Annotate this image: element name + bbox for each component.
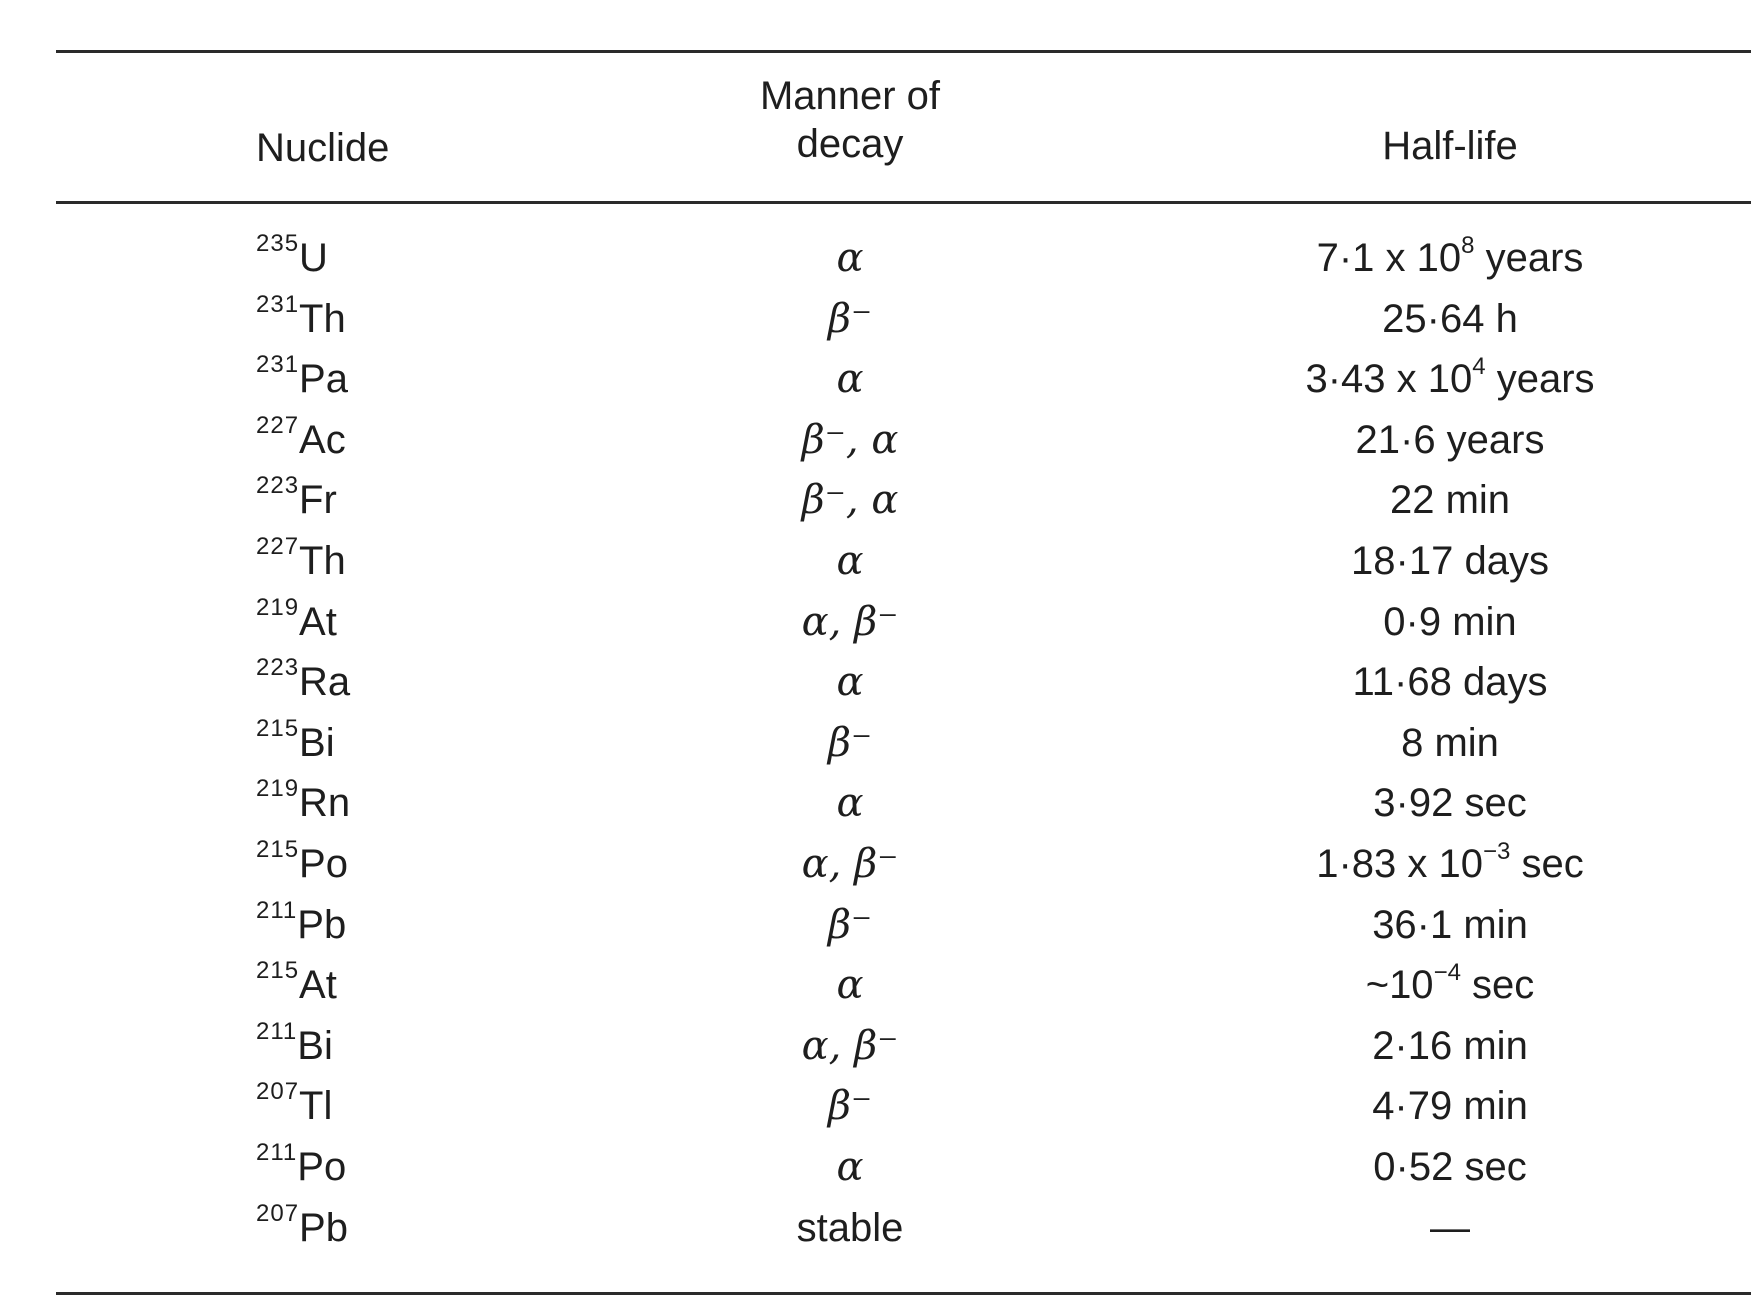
half-life-value: 0·52 sec xyxy=(1373,1144,1527,1189)
half-life-unit: sec xyxy=(1460,963,1535,1008)
table-row xyxy=(0,1076,1751,1137)
half-life-value: 4·79 min xyxy=(1372,1084,1528,1129)
half-life-cell xyxy=(1150,470,1750,530)
mass-number: 215 xyxy=(256,957,300,985)
mass-number: 227 xyxy=(256,411,300,439)
decay-cell: β⁻ xyxy=(827,295,873,342)
nuclide-cell xyxy=(256,349,348,409)
half-life-cell xyxy=(1150,955,1750,1015)
nuclide-cell xyxy=(256,410,346,470)
element-symbol: Rn xyxy=(299,781,351,826)
mass-number: 215 xyxy=(256,835,300,863)
element-symbol: At xyxy=(299,963,337,1008)
element-symbol: Po xyxy=(299,841,348,886)
element-symbol: Bi xyxy=(297,1023,333,1068)
mass-number: 211 xyxy=(256,1138,298,1166)
decay-cell: α xyxy=(836,356,864,403)
nuclide-cell xyxy=(256,652,350,712)
element-symbol: Bi xyxy=(299,720,335,765)
half-life-cell xyxy=(1150,289,1750,349)
table-row xyxy=(0,713,1751,774)
decay-cell: α, β⁻ xyxy=(801,1022,899,1069)
element-symbol: Po xyxy=(297,1144,347,1189)
nuclide-cell xyxy=(256,713,335,773)
half-life-exponent: −4 xyxy=(1433,959,1461,987)
table-row xyxy=(0,955,1751,1016)
half-life-value: 21·6 years xyxy=(1355,417,1545,462)
element-symbol: At xyxy=(299,599,337,644)
half-life-exponent: −3 xyxy=(1483,837,1511,865)
header-rule xyxy=(56,201,1751,204)
half-life-unit: years xyxy=(1474,236,1584,280)
half-life-value: 25·64 h xyxy=(1382,296,1518,341)
decay-cell: α xyxy=(836,235,864,281)
table-row xyxy=(0,289,1751,350)
table-bottom-rule xyxy=(56,1292,1751,1295)
decay-cell: β⁻ xyxy=(827,1083,873,1130)
mass-number: 207 xyxy=(256,1199,300,1227)
half-life-cell xyxy=(1150,1137,1750,1197)
decay-cell: α xyxy=(836,659,864,706)
table-row xyxy=(0,470,1751,531)
half-life-cell xyxy=(1150,228,1750,288)
nuclide-cell xyxy=(256,895,346,955)
decay-cell: α, β⁻ xyxy=(801,840,899,887)
half-life-value: ~10 xyxy=(1365,963,1434,1008)
header-half-life: Half-life xyxy=(1382,124,1518,168)
half-life-value: — xyxy=(1430,1205,1470,1250)
decay-cell: β⁻ xyxy=(827,719,873,766)
element-symbol: Ac xyxy=(299,417,346,462)
nuclide-cell xyxy=(256,592,337,652)
half-life-exponent: 4 xyxy=(1472,353,1486,381)
mass-number: 223 xyxy=(256,654,300,682)
half-life-cell xyxy=(1150,652,1750,712)
half-life-value: 2·16 min xyxy=(1372,1023,1528,1068)
element-symbol: Pb xyxy=(297,902,347,947)
table-body xyxy=(0,228,1751,1258)
decay-cell: stable xyxy=(796,1205,904,1250)
element-symbol: Pb xyxy=(299,1205,348,1250)
mass-number: 235 xyxy=(256,230,300,257)
table-row xyxy=(0,531,1751,592)
half-life-value: 1·83 x 10 xyxy=(1316,841,1484,886)
header-manner-line2: decay xyxy=(796,122,904,166)
decay-cell: β⁻, α xyxy=(801,477,899,524)
nuclide-cell xyxy=(256,1198,348,1258)
half-life-cell xyxy=(1150,349,1750,409)
nuclide-cell xyxy=(256,228,328,288)
half-life-unit: sec xyxy=(1510,841,1584,886)
element-symbol: Th xyxy=(299,538,346,583)
table-row xyxy=(0,773,1751,834)
element-symbol: U xyxy=(299,236,328,280)
mass-number: 227 xyxy=(256,532,300,560)
half-life-value: 11·68 days xyxy=(1352,660,1548,705)
half-life-cell xyxy=(1150,834,1750,894)
nuclide-cell xyxy=(256,289,346,349)
decay-cell: β⁻, α xyxy=(801,416,899,463)
table-row xyxy=(0,349,1751,410)
half-life-value: 7·1 x 10 xyxy=(1316,236,1462,280)
half-life-cell xyxy=(1150,1016,1750,1076)
decay-cell: α xyxy=(836,780,864,827)
table-row xyxy=(0,834,1751,895)
half-life-cell xyxy=(1150,531,1750,591)
half-life-cell xyxy=(1150,895,1750,955)
table-row xyxy=(0,652,1751,713)
nuclide-cell xyxy=(256,531,346,591)
mass-number: 219 xyxy=(256,593,300,621)
table-row xyxy=(0,592,1751,653)
header-nuclide: Nuclide xyxy=(256,126,390,170)
half-life-cell xyxy=(1150,1076,1750,1136)
half-life-value: 18·17 days xyxy=(1351,538,1549,583)
half-life-cell xyxy=(1150,410,1750,470)
element-symbol: Tl xyxy=(299,1084,333,1129)
nuclide-cell xyxy=(256,1016,333,1076)
decay-cell: α, β⁻ xyxy=(801,598,899,645)
half-life-value: 0·9 min xyxy=(1383,599,1517,644)
table-row xyxy=(0,1016,1751,1077)
nuclide-cell xyxy=(256,834,348,894)
decay-cell: α xyxy=(836,962,864,1009)
table-row xyxy=(0,1198,1751,1259)
decay-cell: α xyxy=(836,537,864,584)
half-life-exponent: 8 xyxy=(1461,232,1475,259)
element-symbol: Th xyxy=(299,296,346,341)
element-symbol: Ra xyxy=(299,660,351,705)
table-row xyxy=(0,1137,1751,1198)
element-symbol: Fr xyxy=(299,478,337,523)
header-manner-line1: Manner of xyxy=(759,74,941,118)
decay-cell: α xyxy=(836,1143,864,1190)
half-life-value: 3·43 x 10 xyxy=(1305,357,1473,402)
mass-number: 219 xyxy=(256,775,300,803)
half-life-value: 3·92 sec xyxy=(1373,781,1527,826)
half-life-cell xyxy=(1150,1198,1750,1258)
nuclide-cell xyxy=(256,1076,332,1136)
mass-number: 215 xyxy=(256,714,300,742)
element-symbol: Pa xyxy=(299,357,348,402)
mass-number: 231 xyxy=(256,290,300,318)
mass-number: 231 xyxy=(256,351,300,379)
table-row xyxy=(0,410,1751,471)
half-life-cell xyxy=(1150,592,1750,652)
table-top-rule xyxy=(56,50,1751,53)
header-manner-of-decay xyxy=(700,72,1000,168)
half-life-cell xyxy=(1150,773,1750,833)
nuclide-cell xyxy=(256,773,350,833)
half-life-value: 22 min xyxy=(1389,478,1511,523)
mass-number: 223 xyxy=(256,472,300,500)
half-life-value: 8 min xyxy=(1401,720,1499,765)
table-row xyxy=(0,895,1751,956)
decay-cell: β⁻ xyxy=(827,901,873,948)
nuclide-cell xyxy=(256,470,337,530)
nuclide-cell xyxy=(256,1137,346,1197)
nuclide-cell xyxy=(256,955,337,1015)
half-life-unit: years xyxy=(1485,357,1595,402)
mass-number: 207 xyxy=(256,1078,300,1106)
mass-number: 211 xyxy=(256,896,298,924)
half-life-value: 36·1 min xyxy=(1372,902,1528,947)
mass-number: 211 xyxy=(256,1017,298,1045)
half-life-cell xyxy=(1150,713,1750,773)
table-row xyxy=(0,228,1751,289)
